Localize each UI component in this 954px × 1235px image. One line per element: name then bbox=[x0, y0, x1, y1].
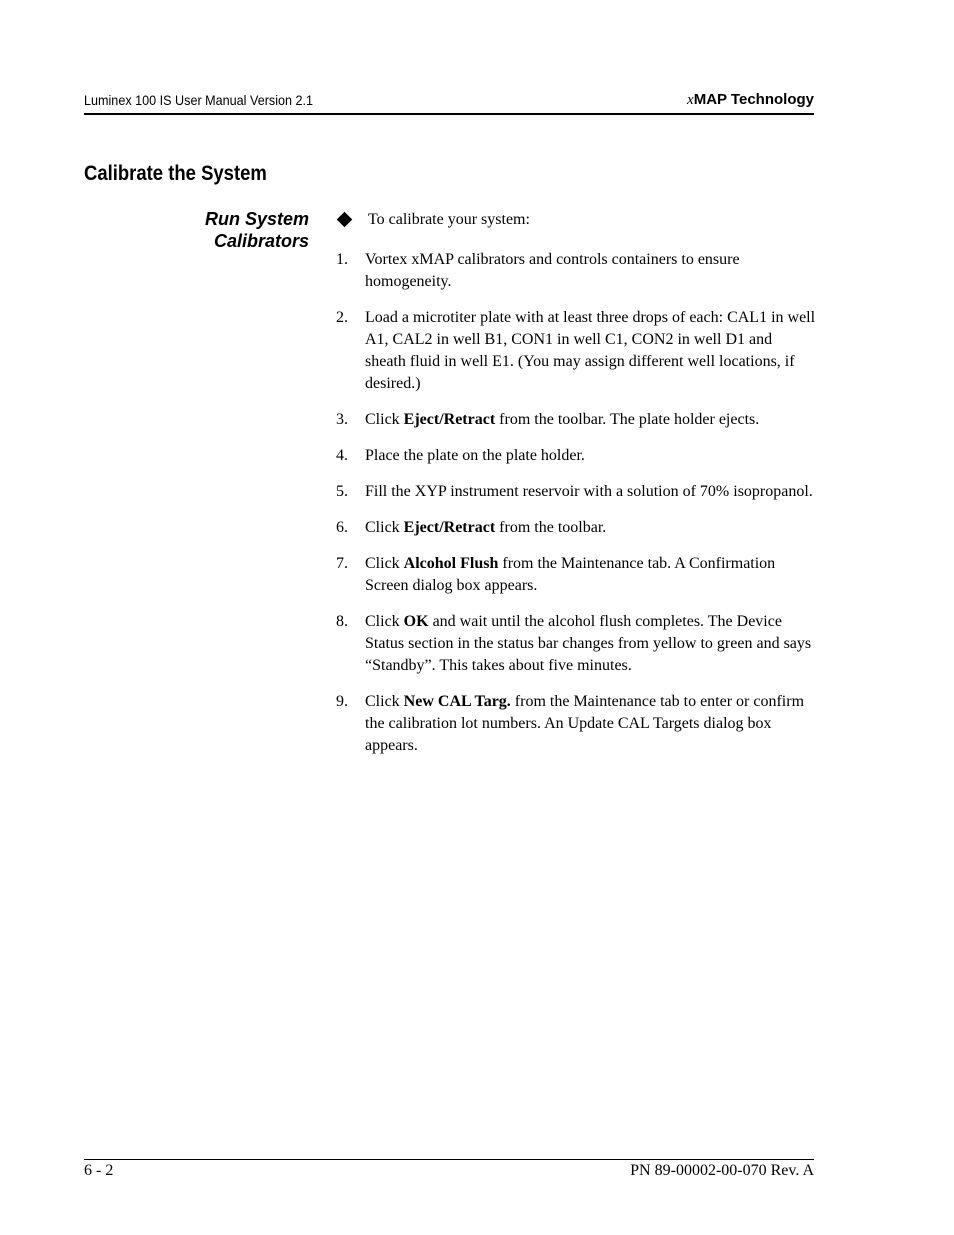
step-item bbox=[336, 553, 816, 597]
procedure-steps bbox=[336, 249, 816, 771]
step-text-post: from the toolbar. bbox=[495, 519, 607, 536]
step-text bbox=[365, 517, 816, 539]
step-text-pre: Place the plate on the plate holder. bbox=[365, 447, 585, 464]
step-text-bold: Alcohol Flush bbox=[403, 555, 499, 572]
step-text-bold: New CAL Targ. bbox=[403, 693, 511, 710]
part-number: PN 89-00002-00-070 Rev. A bbox=[630, 1162, 814, 1179]
brand-name: MAP Technology bbox=[693, 91, 814, 108]
brand-prefix: x bbox=[687, 92, 694, 108]
header-rule bbox=[84, 113, 814, 115]
step-item bbox=[336, 445, 816, 467]
step-text bbox=[365, 409, 816, 431]
step-text-bold: Eject/Retract bbox=[403, 411, 496, 428]
step-item bbox=[336, 249, 816, 293]
step-text-pre: Click bbox=[365, 411, 404, 428]
step-item bbox=[336, 517, 816, 539]
step-text-pre: Click bbox=[365, 555, 404, 572]
step-number: 4. bbox=[336, 447, 348, 464]
step-text-post: from the Maintenance tab to enter or confirm the calibration lot numbers. An Update CAL Targets dialog box appears. bbox=[365, 693, 805, 754]
step-number: 2. bbox=[336, 309, 348, 326]
procedure-intro-text: To calibrate your system: bbox=[368, 211, 530, 228]
step-item bbox=[336, 481, 816, 503]
step-text bbox=[365, 481, 816, 503]
running-header-brand bbox=[687, 91, 814, 109]
step-text-bold: Eject/Retract bbox=[403, 519, 496, 536]
step-text-pre: Click bbox=[365, 519, 404, 536]
running-header-title: Luminex 100 IS User Manual Version 2.1 bbox=[84, 92, 314, 108]
step-item bbox=[336, 307, 816, 395]
step-text-pre: Load a microtiter plate with at least three drops of each: CAL1 in well A1, CAL2 in well B1, CON1 in well C1, CON2 in well D1 and sheath fluid in well E1. (You may assign different well locations, if desired.) bbox=[365, 309, 816, 392]
step-text bbox=[365, 445, 816, 467]
procedure-intro bbox=[336, 209, 530, 231]
step-item bbox=[336, 409, 816, 431]
step-text bbox=[365, 553, 816, 597]
step-number: 6. bbox=[336, 519, 348, 536]
step-item bbox=[336, 611, 816, 677]
step-text-post: and wait until the alcohol flush completes. The Device Status section in the status bar changes from yellow to green and says “Standby”. This takes about five minutes. bbox=[365, 613, 812, 674]
side-heading bbox=[109, 208, 309, 252]
step-item bbox=[336, 691, 816, 757]
step-text-bold: OK bbox=[403, 613, 429, 630]
step-text-pre: Click bbox=[365, 613, 404, 630]
step-number: 8. bbox=[336, 613, 348, 630]
step-text-post: from the Maintenance tab. A Confirmation Screen dialog box appears. bbox=[365, 555, 776, 594]
step-text-pre: Click bbox=[365, 693, 404, 710]
step-text-pre: Vortex xMAP calibrators and controls containers to ensure homogeneity. bbox=[365, 251, 740, 290]
step-text-pre: Fill the XYP instrument reservoir with a solution of 70% isopropanol. bbox=[365, 483, 813, 500]
step-number: 9. bbox=[336, 693, 348, 710]
step-text bbox=[365, 691, 816, 757]
page-number: 6 - 2 bbox=[84, 1162, 114, 1179]
step-text bbox=[365, 307, 816, 395]
side-heading-line2: Calibrators bbox=[213, 231, 309, 251]
step-text bbox=[365, 249, 816, 293]
section-title: Calibrate the System bbox=[84, 162, 267, 185]
step-text bbox=[365, 611, 816, 677]
diamond-bullet-icon bbox=[337, 212, 353, 228]
step-number: 1. bbox=[336, 251, 348, 268]
step-number: 5. bbox=[336, 483, 348, 500]
step-number: 3. bbox=[336, 411, 348, 428]
side-heading-line1: Run System bbox=[204, 209, 309, 229]
step-number: 7. bbox=[336, 555, 348, 572]
footer-rule bbox=[84, 1159, 814, 1160]
step-text-post: from the toolbar. The plate holder ejects. bbox=[495, 411, 760, 428]
